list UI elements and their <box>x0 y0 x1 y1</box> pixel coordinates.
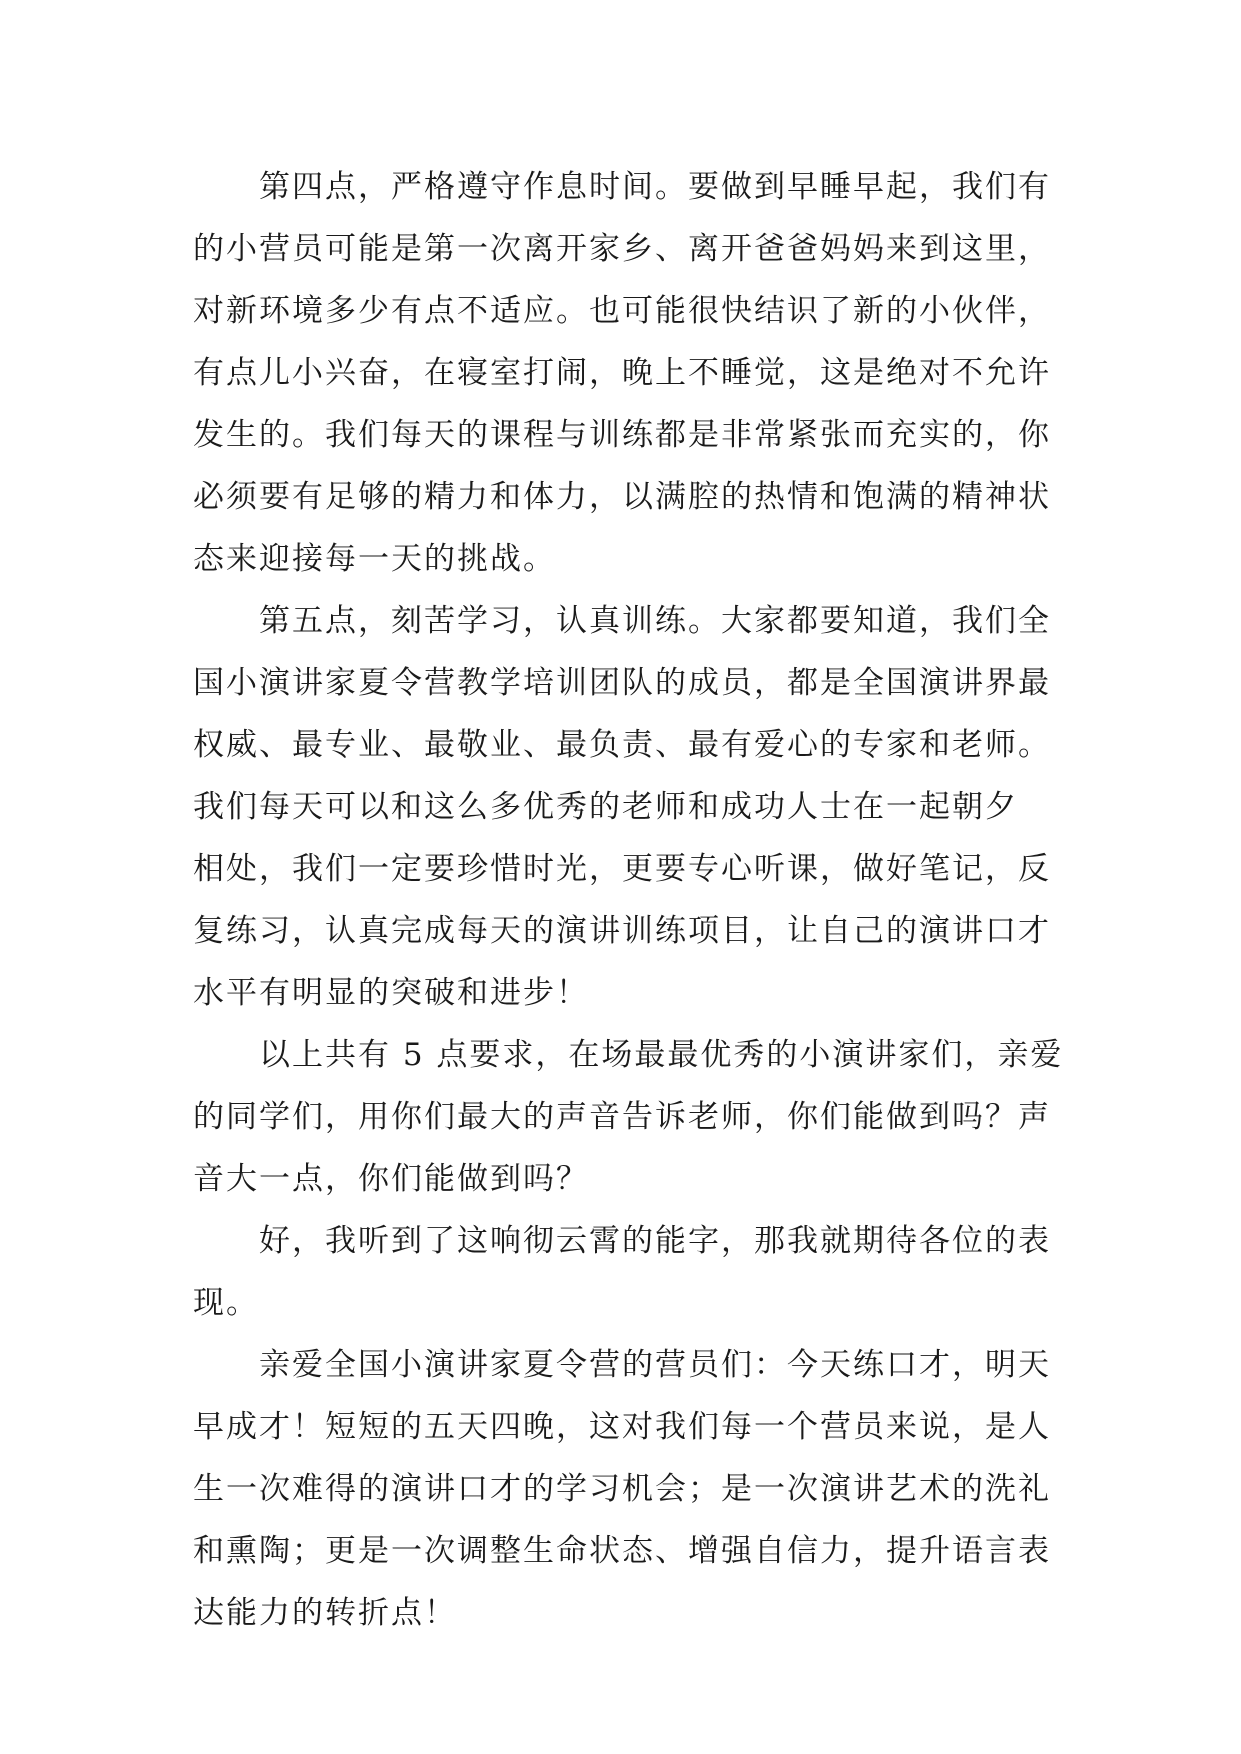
paragraph-line: 相处，我们一定要珍惜时光，更要专心听课，做好笔记，反 <box>193 851 1051 887</box>
paragraph-line: 的同学们，用你们最大的声音告诉老师，你们能做到吗？声 <box>193 1099 1051 1135</box>
document-body <box>193 156 1063 1644</box>
paragraph-line: 发生的。我们每天的课程与训练都是非常紧张而充实的，你 <box>193 417 1051 453</box>
paragraph-line: 和熏陶；更是一次调整生命状态、增强自信力，提升语言表 <box>193 1533 1051 1569</box>
paragraph-line: 第四点，严格遵守作息时间。要做到早睡早起，我们有 <box>259 169 1051 205</box>
paragraph <box>193 1024 1063 1210</box>
paragraph <box>193 1334 1063 1644</box>
paragraph-line: 国小演讲家夏令营教学培训团队的成员，都是全国演讲界最 <box>193 665 1051 701</box>
paragraph-line: 以上共有 5 点要求，在场最最优秀的小演讲家们，亲爱 <box>259 1037 1064 1073</box>
paragraph-line: 我们每天可以和这么多优秀的老师和成功人士在一起朝夕 <box>193 789 1018 825</box>
paragraph-line: 早成才！短短的五天四晚，这对我们每一个营员来说，是人 <box>193 1409 1051 1445</box>
paragraph <box>193 1210 1063 1334</box>
paragraph-line: 现。 <box>193 1285 259 1321</box>
paragraph <box>193 590 1063 1024</box>
paragraph-line: 有点儿小兴奋，在寝室打闹，晚上不睡觉，这是绝对不允许 <box>193 355 1051 391</box>
paragraph-line: 态来迎接每一天的挑战。 <box>193 541 556 577</box>
paragraph-line: 生一次难得的演讲口才的学习机会；是一次演讲艺术的洗礼 <box>193 1471 1051 1507</box>
paragraph-line: 权威、最专业、最敬业、最负责、最有爱心的专家和老师。 <box>193 727 1051 763</box>
paragraph-line: 对新环境多少有点不适应。也可能很快结识了新的小伙伴， <box>193 293 1051 329</box>
paragraph-line: 水平有明显的突破和进步！ <box>193 975 589 1011</box>
paragraph-line: 必须要有足够的精力和体力，以满腔的热情和饱满的精神状 <box>193 479 1051 515</box>
paragraph-line: 的小营员可能是第一次离开家乡、离开爸爸妈妈来到这里， <box>193 231 1051 267</box>
paragraph-line: 好，我听到了这响彻云霄的能字，那我就期待各位的表 <box>259 1223 1051 1259</box>
paragraph-line: 亲爱全国小演讲家夏令营的营员们：今天练口才，明天 <box>259 1347 1051 1383</box>
paragraph-line: 复练习，认真完成每天的演讲训练项目，让自己的演讲口才 <box>193 913 1051 949</box>
paragraph <box>193 156 1063 590</box>
paragraph-line: 达能力的转折点！ <box>193 1595 457 1631</box>
paragraph-line: 音大一点，你们能做到吗？ <box>193 1161 589 1197</box>
paragraph-line: 第五点，刻苦学习，认真训练。大家都要知道，我们全 <box>259 603 1051 639</box>
